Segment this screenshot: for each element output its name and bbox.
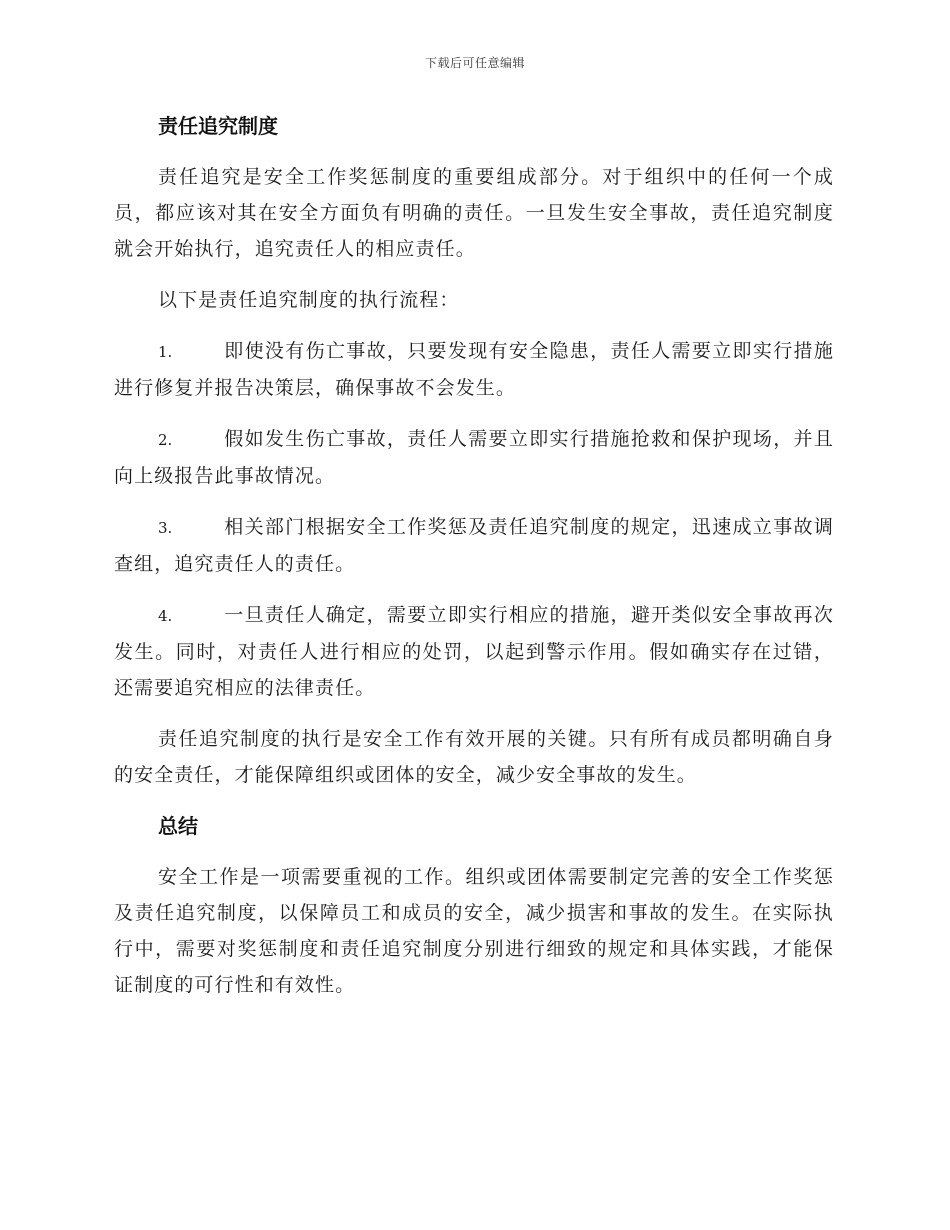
section-heading-summary: 总结 [158,814,198,838]
list-item-text: 假如发生伤亡事故，责任人需要立即实行措施抢救和保护现场，并且向上级报告此事故情况。 [114,428,834,487]
list-item-text: 即使没有伤亡事故，只要发现有安全隐患，责任人需要立即实行措施进行修复并报告决策层，确保事故不会发生。 [114,340,834,399]
paragraph-process-intro: 以下是责任追究制度的执行流程： [158,289,460,311]
list-item-text: 一旦责任人确定，需要立即实行相应的措施，避开类似安全事故再次发生。同时，对责任人进行相应的处罚，以起到警示作用。假如确实存在过错，还需要追究相应的法律责任。 [114,604,834,699]
list-item [114,509,834,582]
paragraph-responsibility-intro: 责任追究是安全工作奖惩制度的重要组成部分。对于组织中的任何一个成员，都应该对其在安全方面负有明确的责任。一旦发生安全事故，责任追究制度就会开始执行，追究责任人的相应责任。 [114,166,834,260]
list-item [114,421,834,494]
list-item-number: 3. [158,519,173,537]
list-item-text: 相关部门根据安全工作奖惩及责任追究制度的规定，迅速成立事故调查组，追究责任人的责任。 [114,516,834,575]
paragraph-responsibility-conclusion: 责任追究制度的执行是安全工作有效开展的关键。只有所有成员都明确自身的安全责任，才能保障组织或团体的安全，减少安全事故的发生。 [114,728,834,786]
list-item-number: 4. [158,607,173,625]
list-item-number: 1. [158,343,173,361]
header-note: 下载后可任意编辑 [424,56,525,70]
section-heading-responsibility: 责任追究制度 [158,114,278,138]
paragraph-summary: 安全工作是一项需要重视的工作。组织或团体需要制定完善的安全工作奖惩及责任追究制度，以保障员工和成员的安全，减少损害和事故的发生。在实际执行中，需要对奖惩制度和责任追究制度分别进行细致的规定和具体实践，才能保证制度的可行性和有效性。 [114,866,834,996]
document-body [114,108,834,1018]
list-item [114,333,834,406]
list-item-number: 2. [158,431,173,449]
list-item [114,597,834,706]
